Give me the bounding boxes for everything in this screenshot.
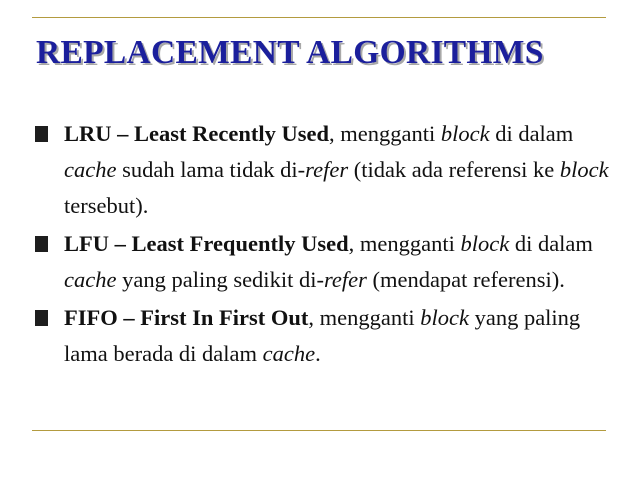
bullet-text: di dalam (509, 231, 593, 256)
bullet-text: . (315, 341, 321, 366)
bullet-term: FIFO – First In First Out (64, 305, 309, 330)
bullet-lru (34, 116, 609, 224)
bottom-divider (32, 430, 606, 431)
bullet-text: , mengganti (328, 121, 441, 146)
bullet-text-italic: refer (323, 267, 367, 292)
bullet-text: (tidak ada referensi ke (348, 157, 560, 182)
slide-title: REPLACEMENT ALGORITHMS (36, 34, 544, 71)
square-bullet-icon (35, 126, 48, 142)
bullet-text-italic: cache (64, 157, 117, 182)
bullet-lfu (34, 226, 609, 298)
bullet-text-italic: block (460, 231, 510, 256)
square-bullet-icon (35, 236, 48, 252)
bullet-text-italic: block (440, 121, 490, 146)
bullet-text: , mengganti (308, 305, 421, 330)
bullet-text: tersebut). (64, 193, 149, 218)
bullet-text-italic: cache (262, 341, 316, 366)
bullet-term: LRU – Least Recently Used (64, 121, 329, 146)
bullet-text-italic: refer (305, 157, 349, 182)
bullet-fifo (34, 300, 609, 372)
bullet-text: di dalam (489, 121, 574, 146)
bullet-text: (mendapat referensi). (366, 267, 565, 292)
bullet-text: yang paling sedikit di- (116, 267, 324, 292)
square-bullet-icon (35, 310, 48, 326)
bullet-list (34, 116, 609, 374)
bullet-text-italic: block (420, 305, 469, 330)
bullet-text: , mengganti (348, 231, 461, 256)
bullet-text: sudah lama tidak di- (116, 157, 306, 182)
bullet-text-italic: cache (64, 267, 117, 292)
top-divider (32, 17, 606, 18)
bullet-text: yang paling lama berada di dalam (64, 305, 581, 366)
bullet-term: LFU – Least Frequently Used (64, 231, 349, 256)
bullet-text-italic: block (559, 157, 609, 182)
